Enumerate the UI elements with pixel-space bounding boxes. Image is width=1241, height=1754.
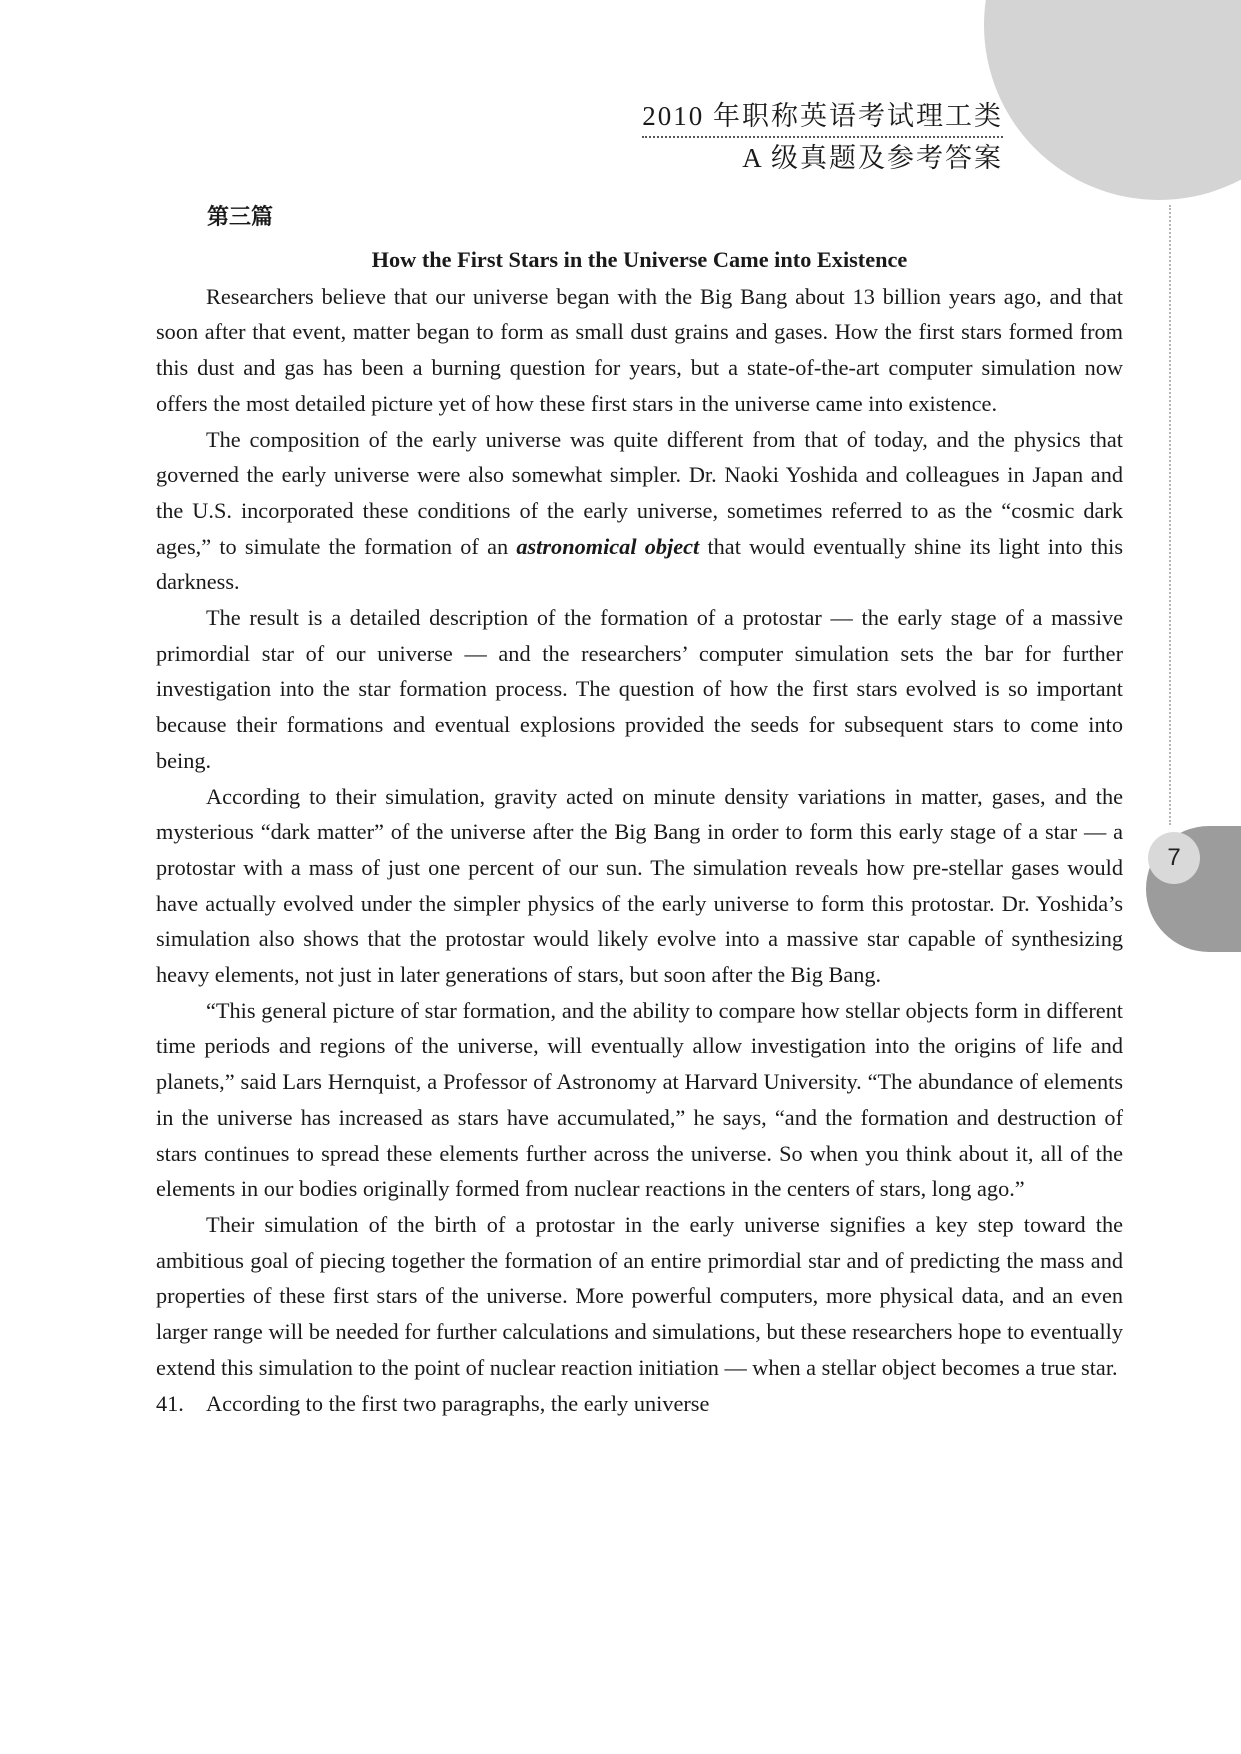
running-header-line-1: 2010 年职称英语考试理工类 bbox=[642, 98, 1003, 138]
paragraph-text: Their simulation of the birth of a protostar in the early universe signifies a key step toward the ambitious goal of piecing together the formation of an entire primordial star and of predicting the mass and properties of these first stars of the universe. More powerful computers, more physical data, and an even larger range will be needed for further calculations and simulations, but these researchers hope to eventually extend this simulation to the point of nuclear reaction initiation — when a stellar object becomes a true star. bbox=[156, 1211, 1123, 1380]
paragraph-text: According to their simulation, gravity acted on minute density variations in matter, gases, and the mysterious “dark matter” of the universe after the Big Bang in order to form this early stage of a star — a protostar with a mass of just one percent of our sun. The simulation reveals how pre-stellar gases would have actually evolved under the simpler physics of the early universe to form this protostar. Dr. Yoshida’s simulation also shows that the protostar would likely evolve into a massive star capable of synthesizing heavy elements, not just in later generations of stars, but soon after the Big Bang. bbox=[156, 783, 1123, 988]
paragraph-5 bbox=[156, 993, 1123, 1207]
paragraph-6 bbox=[156, 1207, 1123, 1386]
paragraph-text: The composition of the early universe was quite different from that of today, and the physics that governed the early universe were also somewhat simpler. Dr. Naoki Yoshida and colleagues in Japan and the U.S. incorporated these conditions of the early universe, sometimes referred to as the “cosmic dark ages,” to simulate the formation of an bbox=[156, 426, 1123, 559]
side-dotted-rule bbox=[1169, 205, 1171, 825]
emphasized-term: astronomical object bbox=[516, 533, 700, 559]
paragraph-text: “This general picture of star formation, and the ability to compare how stellar objects form in different time periods and regions of the universe, will eventually allow investigation into the origins of life and planets,” said Lars Hernquist, a Professor of Astronomy at Harvard University. “The abundance of elements in the universe has increased as stars have accumulated,” he says, “and the formation and destruction of stars continues to spread these elements further across the universe. So when you think about it, all of the elements in our bodies originally formed from nuclear reactions in the centers of stars, long ago.” bbox=[156, 997, 1123, 1202]
paragraph-1 bbox=[156, 279, 1123, 422]
question-number: 41. bbox=[156, 1390, 184, 1416]
paragraph-text: Researchers believe that our universe began with the Big Bang about 13 billion years ago, and that soon after that event, matter began to form as small dust grains and gases. How the first stars formed from this dust and gas has been a burning question for years, but a state-of-the-art computer simulation now offers the most detailed picture yet of how these first stars in the universe came into existence. bbox=[156, 283, 1123, 416]
paragraph-3 bbox=[156, 600, 1123, 779]
paragraph-4 bbox=[156, 779, 1123, 993]
paragraph-text: The result is a detailed description of the formation of a protostar — the early stage of a massive primordial star of our universe — and the researchers’ computer simulation sets the bar for further investigation into the star formation process. The question of how the first stars evolved is so important because their formations and eventual explosions provided the seeds for subsequent stars to come into being. bbox=[156, 605, 1123, 773]
question-41 bbox=[156, 1386, 1123, 1422]
running-header-line-2: A 级真题及参考答案 bbox=[742, 143, 1003, 173]
section-label: 第三篇 bbox=[207, 205, 274, 230]
page-number: 7 bbox=[1148, 832, 1200, 884]
paragraph-text: that would eventually shine its light into this darkness. bbox=[156, 533, 1123, 595]
article bbox=[156, 242, 1123, 1421]
running-header bbox=[642, 98, 1003, 176]
article-title: How the First Stars in the Universe Came into Existence bbox=[371, 247, 908, 272]
corner-decoration bbox=[984, 0, 1241, 200]
question-text: According to the first two paragraphs, the early universe bbox=[206, 1390, 710, 1416]
paragraph-2 bbox=[156, 422, 1123, 601]
